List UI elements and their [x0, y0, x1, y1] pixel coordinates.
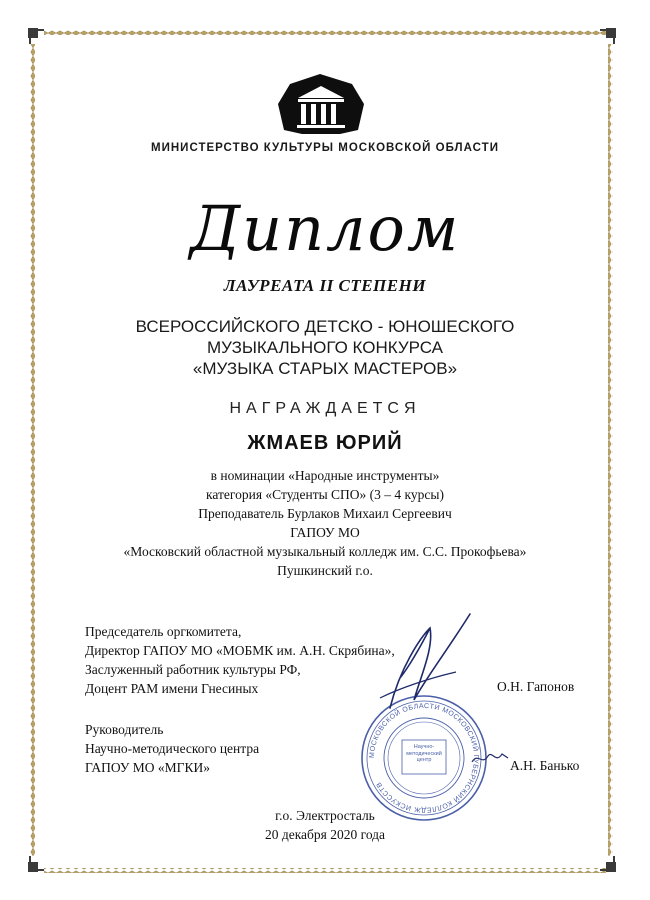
footer-city: г.о. Электросталь: [275, 808, 375, 823]
laureate-degree: ЛАУРЕАТА II СТЕПЕНИ: [223, 276, 427, 295]
contest-name: [0, 316, 650, 379]
signature-2-line: Научно-методического центра: [85, 741, 260, 756]
stamp-ring-text: МОСКОВСКОЙ ОБЛАСТИ МОСКОВСКИЙ ГУБЕРНСКИЙ КОЛЛЕДЖ ИСКУССТВ: [368, 702, 480, 814]
ministry-logo: [276, 70, 366, 136]
awarded-label: НАГРАЖДАЕТСЯ: [229, 400, 421, 417]
diploma-title: Диплом: [189, 192, 461, 265]
contest-line-1: ВСЕРОССИЙСКОГО ДЕТСКО - ЮНОШЕСКОГО: [135, 317, 515, 336]
detail-line: Преподаватель Бурлаков Михаил Сергеевич: [198, 506, 452, 521]
signature-2-title: [85, 720, 259, 777]
signature-2-line: ГАПОУ МО «МГКИ»: [85, 760, 210, 775]
signature-1-title: [85, 622, 395, 698]
signature-1-line: Директор ГАПОУ МО «МОБМК им. А.Н. Скрябина»,: [85, 643, 395, 658]
signature-2-line: Руководитель: [85, 722, 164, 737]
detail-line: «Московский областной музыкальный колледж им. С.С. Прокофьева»: [123, 544, 527, 559]
ministry-name: МИНИСТЕРСТВО КУЛЬТУРЫ МОСКОВСКОЙ ОБЛАСТИ: [151, 142, 499, 154]
award-details: [0, 466, 650, 580]
signature-1-line: Заслуженный работник культуры РФ,: [85, 662, 301, 677]
detail-line: ГАПОУ МО: [290, 525, 360, 540]
signature-1-line: Председатель оргкомитета,: [85, 624, 242, 639]
contest-line-2: МУЗЫКАЛЬНОГО КОНКУРСА: [206, 338, 444, 357]
contest-line-3: «МУЗЫКА СТАРЫХ МАСТЕРОВ»: [192, 359, 458, 378]
signature-2-name: А.Н. Банько: [510, 758, 580, 773]
detail-line: в номинации «Народные инструменты»: [210, 468, 440, 483]
footer-date: 20 декабря 2020 года: [264, 827, 386, 842]
footer: [0, 806, 650, 844]
signature-2-scribble: [470, 748, 510, 768]
signature-1-line: Доцент РАМ имени Гнесиных: [85, 681, 259, 696]
stamp-center-text: Научно-методический центр: [406, 744, 442, 763]
detail-line: Пушкинский г.о.: [277, 563, 373, 578]
recipient-name: ЖМАЕВ ЮРИЙ: [247, 432, 403, 454]
signature-1-name: О.Н. Гапонов: [497, 679, 575, 694]
detail-line: категория «Студенты СПО» (3 – 4 курсы): [206, 487, 444, 502]
